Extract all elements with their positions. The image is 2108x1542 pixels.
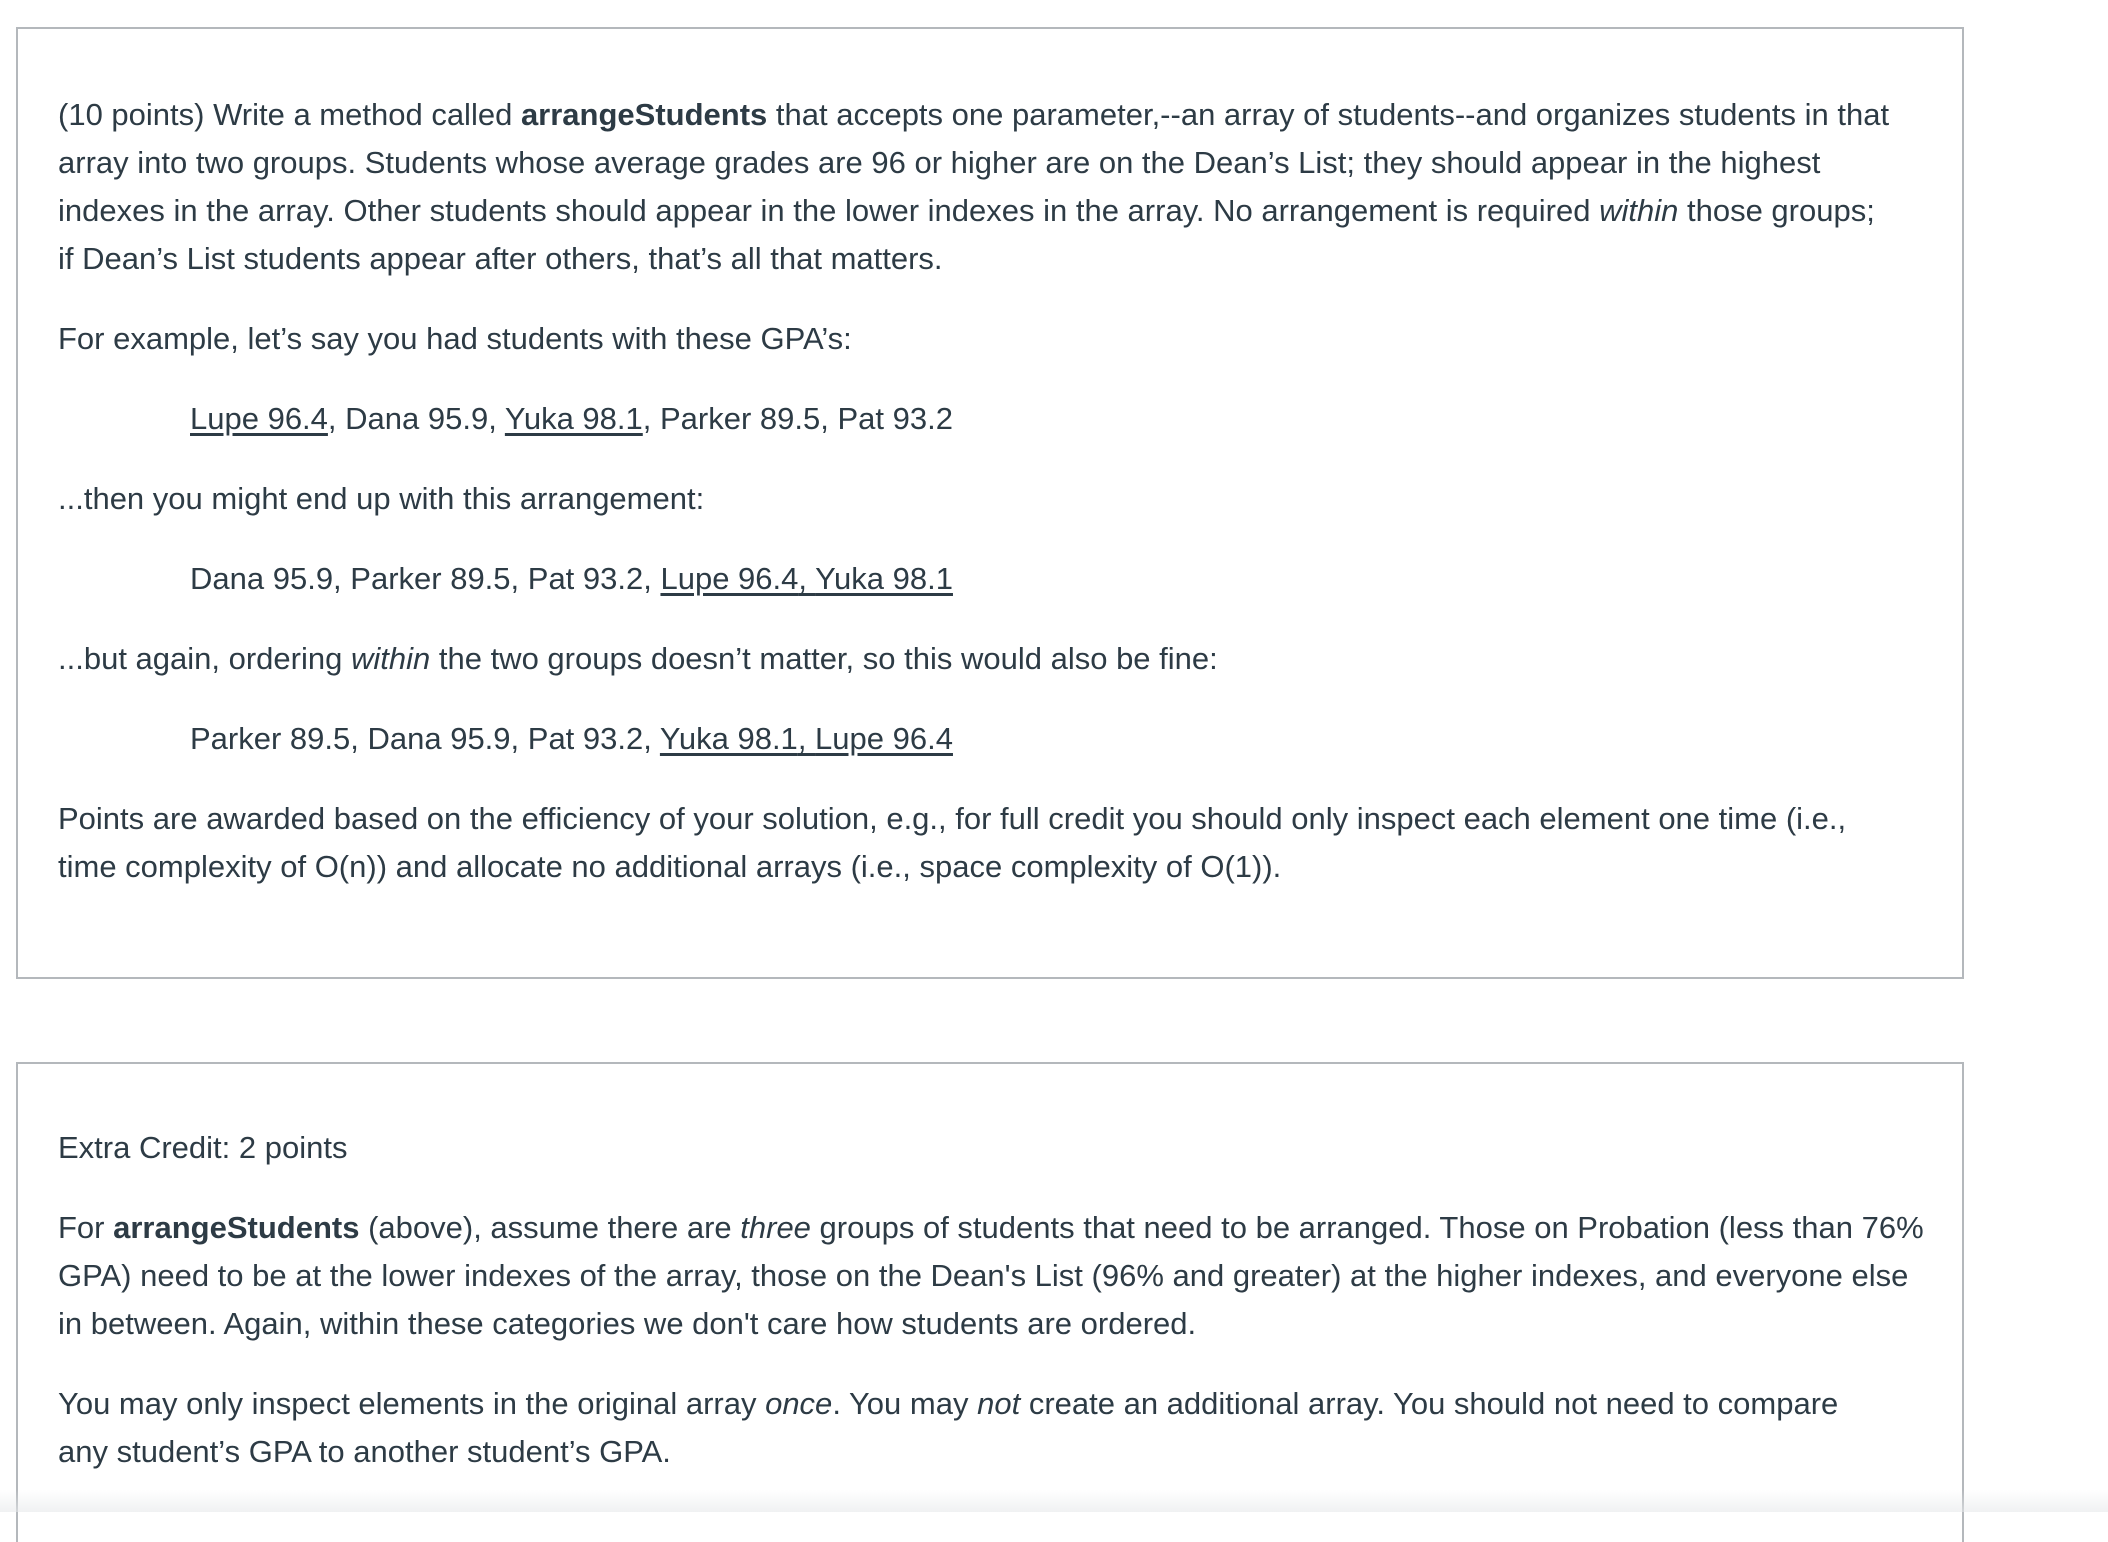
deans-list-student: Lupe 96.4 (190, 401, 328, 436)
example-list-2: Dana 95.9, Parker 89.5, Pat 93.2, Lupe 96.4, Yuka 98.1 (190, 561, 953, 596)
method-name: arrangeStudents (113, 1210, 360, 1245)
question-card (16, 27, 1964, 979)
deans-list-student: Yuka 98.1 (659, 721, 798, 756)
question-content (18, 29, 1962, 891)
extra-credit-paragraph-2: You may only inspect elements in the original array once. You may not create an additional array. You should not need to compare any student’s GPA to another student’s GPA. (58, 1386, 1839, 1469)
deans-list-student: Lupe 96.4 (660, 561, 799, 596)
extra-credit-paragraph-1: For arrangeStudents (above), assume there are three groups of students that need to be arranged. Those on Probation (less than 76% GPA) need to be at the lower indexes of the array, those on the Dean's List (96% and greater) at the higher indexes, and everyone else in between. Again, within these categories we don't care how students are ordered. (58, 1210, 1924, 1341)
deans-list-student: Yuka 98.1 (504, 401, 643, 436)
example-list-3: Parker 89.5, Dana 95.9, Pat 93.2, Yuka 98.1, Lupe 96.4 (190, 721, 953, 756)
example-intro: For example, let’s say you had students with these GPA’s: (58, 321, 852, 356)
bottom-fade (0, 1490, 2108, 1512)
prompt-paragraph: (10 points) Write a method called arrangeStudents that accepts one parameter,--an array of students--and organizes students in that array into two groups. Students whose average grades are 96 or higher are on the Dean’s List; they should appear in the highest indexes in the array. Other students should appear in the lower indexes in the array. No arrangement is required within those groups; if Dean’s List students appear after others, that’s all that matters. (58, 97, 1890, 276)
then-text: ...then you might end up with this arrangement: (58, 481, 705, 516)
deans-list-student: Yuka 98.1 (815, 561, 953, 596)
extra-credit-heading: Extra Credit: 2 points (58, 1130, 348, 1165)
points-paragraph: Points are awarded based on the efficiency of your solution, e.g., for full credit you should only inspect each element one time (i.e., time complexity of O(n)) and allocate no additional arrays (i.e., space complexity of O(1)). (58, 801, 1847, 884)
example-list-1: Lupe 96.4, Dana 95.9, Yuka 98.1, Parker 89.5, Pat 93.2 (190, 401, 953, 436)
extra-credit-card (16, 1062, 1964, 1542)
extra-credit-content (18, 1064, 1962, 1476)
method-name: arrangeStudents (520, 97, 768, 132)
deans-list-student: Lupe 96.4 (815, 721, 953, 756)
but-text: ...but again, ordering within the two groups doesn’t matter, so this would also be fine: (58, 641, 1218, 676)
